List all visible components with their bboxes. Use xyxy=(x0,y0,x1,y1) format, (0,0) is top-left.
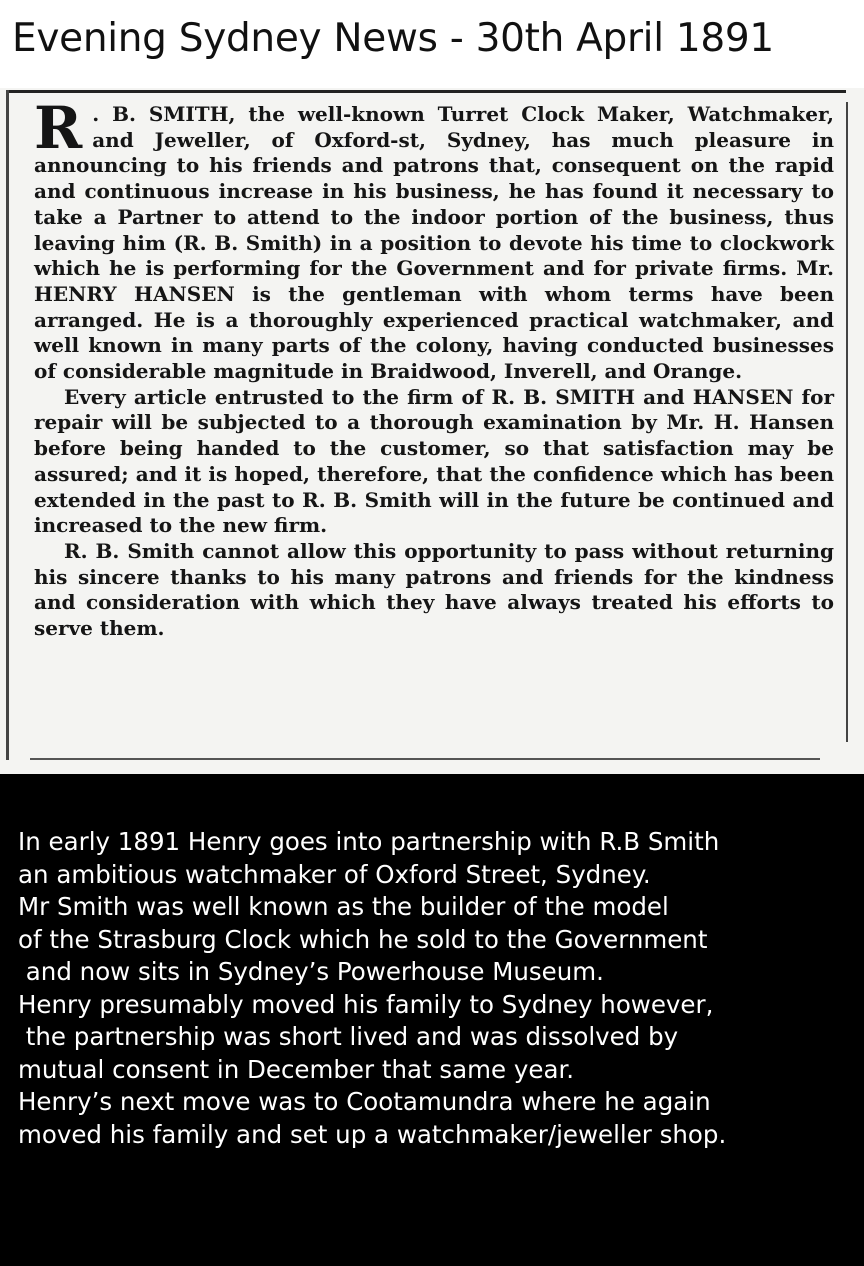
clipping-paragraph-1 xyxy=(34,94,834,385)
clipping-paragraph-3: R. B. Smith cannot allow this opportunity to pass without returning his sincere thanks to his many patrons and friends for the kindness and consideration with which they have always treated his efforts to serve them. xyxy=(34,538,834,641)
clipping-article xyxy=(34,94,834,642)
clipping-right-rule xyxy=(846,102,848,742)
clipping-top-rule xyxy=(6,90,846,93)
caption-line: In early 1891 Henry goes into partnership with R.B Smith xyxy=(18,827,720,856)
caption-line: moved his family and set up a watchmaker/jeweller shop. xyxy=(18,1119,727,1149)
page-title: Evening Sydney News - 30th April 1891 xyxy=(12,16,774,61)
header-banner xyxy=(0,0,864,88)
caption-line: and now sits in Sydney’s Powerhouse Museum. xyxy=(18,957,604,986)
clipping-left-rule xyxy=(6,90,9,760)
clipping-paragraph-2: Every article entrusted to the firm of R. B. SMITH and HANSEN for repair will be subjected to a thorough examination by Mr. H. Hansen before being handed to the customer, so that satisfaction may be assured; and it is hoped, therefore, that the confidence which has been extended in the past to R. B. Smith will in the future be continued and increased to the new firm. xyxy=(34,384,834,538)
caption-line: Henry’s next move was to Cootamundra where he again xyxy=(18,1087,711,1116)
caption-line: Henry presumably moved his family to Sydney however, xyxy=(18,989,714,1019)
newspaper-clipping xyxy=(0,88,864,774)
caption-line: the partnership was short lived and was dissolved by xyxy=(18,1022,679,1051)
caption-line: of the Strasburg Clock which he sold to the Government xyxy=(18,924,708,954)
clipping-paragraph-1-text: . B. SMITH, the well-known Turret Clock Maker, Watchmaker, and Jeweller, of Oxford-st, Sydney, has much pleasure in announcing to his friends and patrons that, consequent on the rapid and continuous increase in his business, he has found it necessary to take a Partner to attend to the indoor portion of the business, thus leaving him (R. B. Smith) in a position to devote his time to clockwork which he is performing for the Government and for private firms. Mr. HENRY HANSEN is the gentleman with whom terms have been arranged. He is a thoroughly experienced practical watchmaker, and well known in many parts of the colony, having conducted businesses of considerable magnitude in Braidwood, Inverell, and Orange. xyxy=(34,102,834,384)
caption-line: an ambitious watchmaker of Oxford Street, Sydney. xyxy=(18,859,651,889)
caption-text xyxy=(18,826,858,1151)
clipping-bottom-rule xyxy=(30,758,820,760)
clipping-dropcap: R xyxy=(34,94,83,162)
caption-line: Mr Smith was well known as the builder of the model xyxy=(18,892,669,921)
caption-line: mutual consent in December that same year. xyxy=(18,1054,575,1084)
